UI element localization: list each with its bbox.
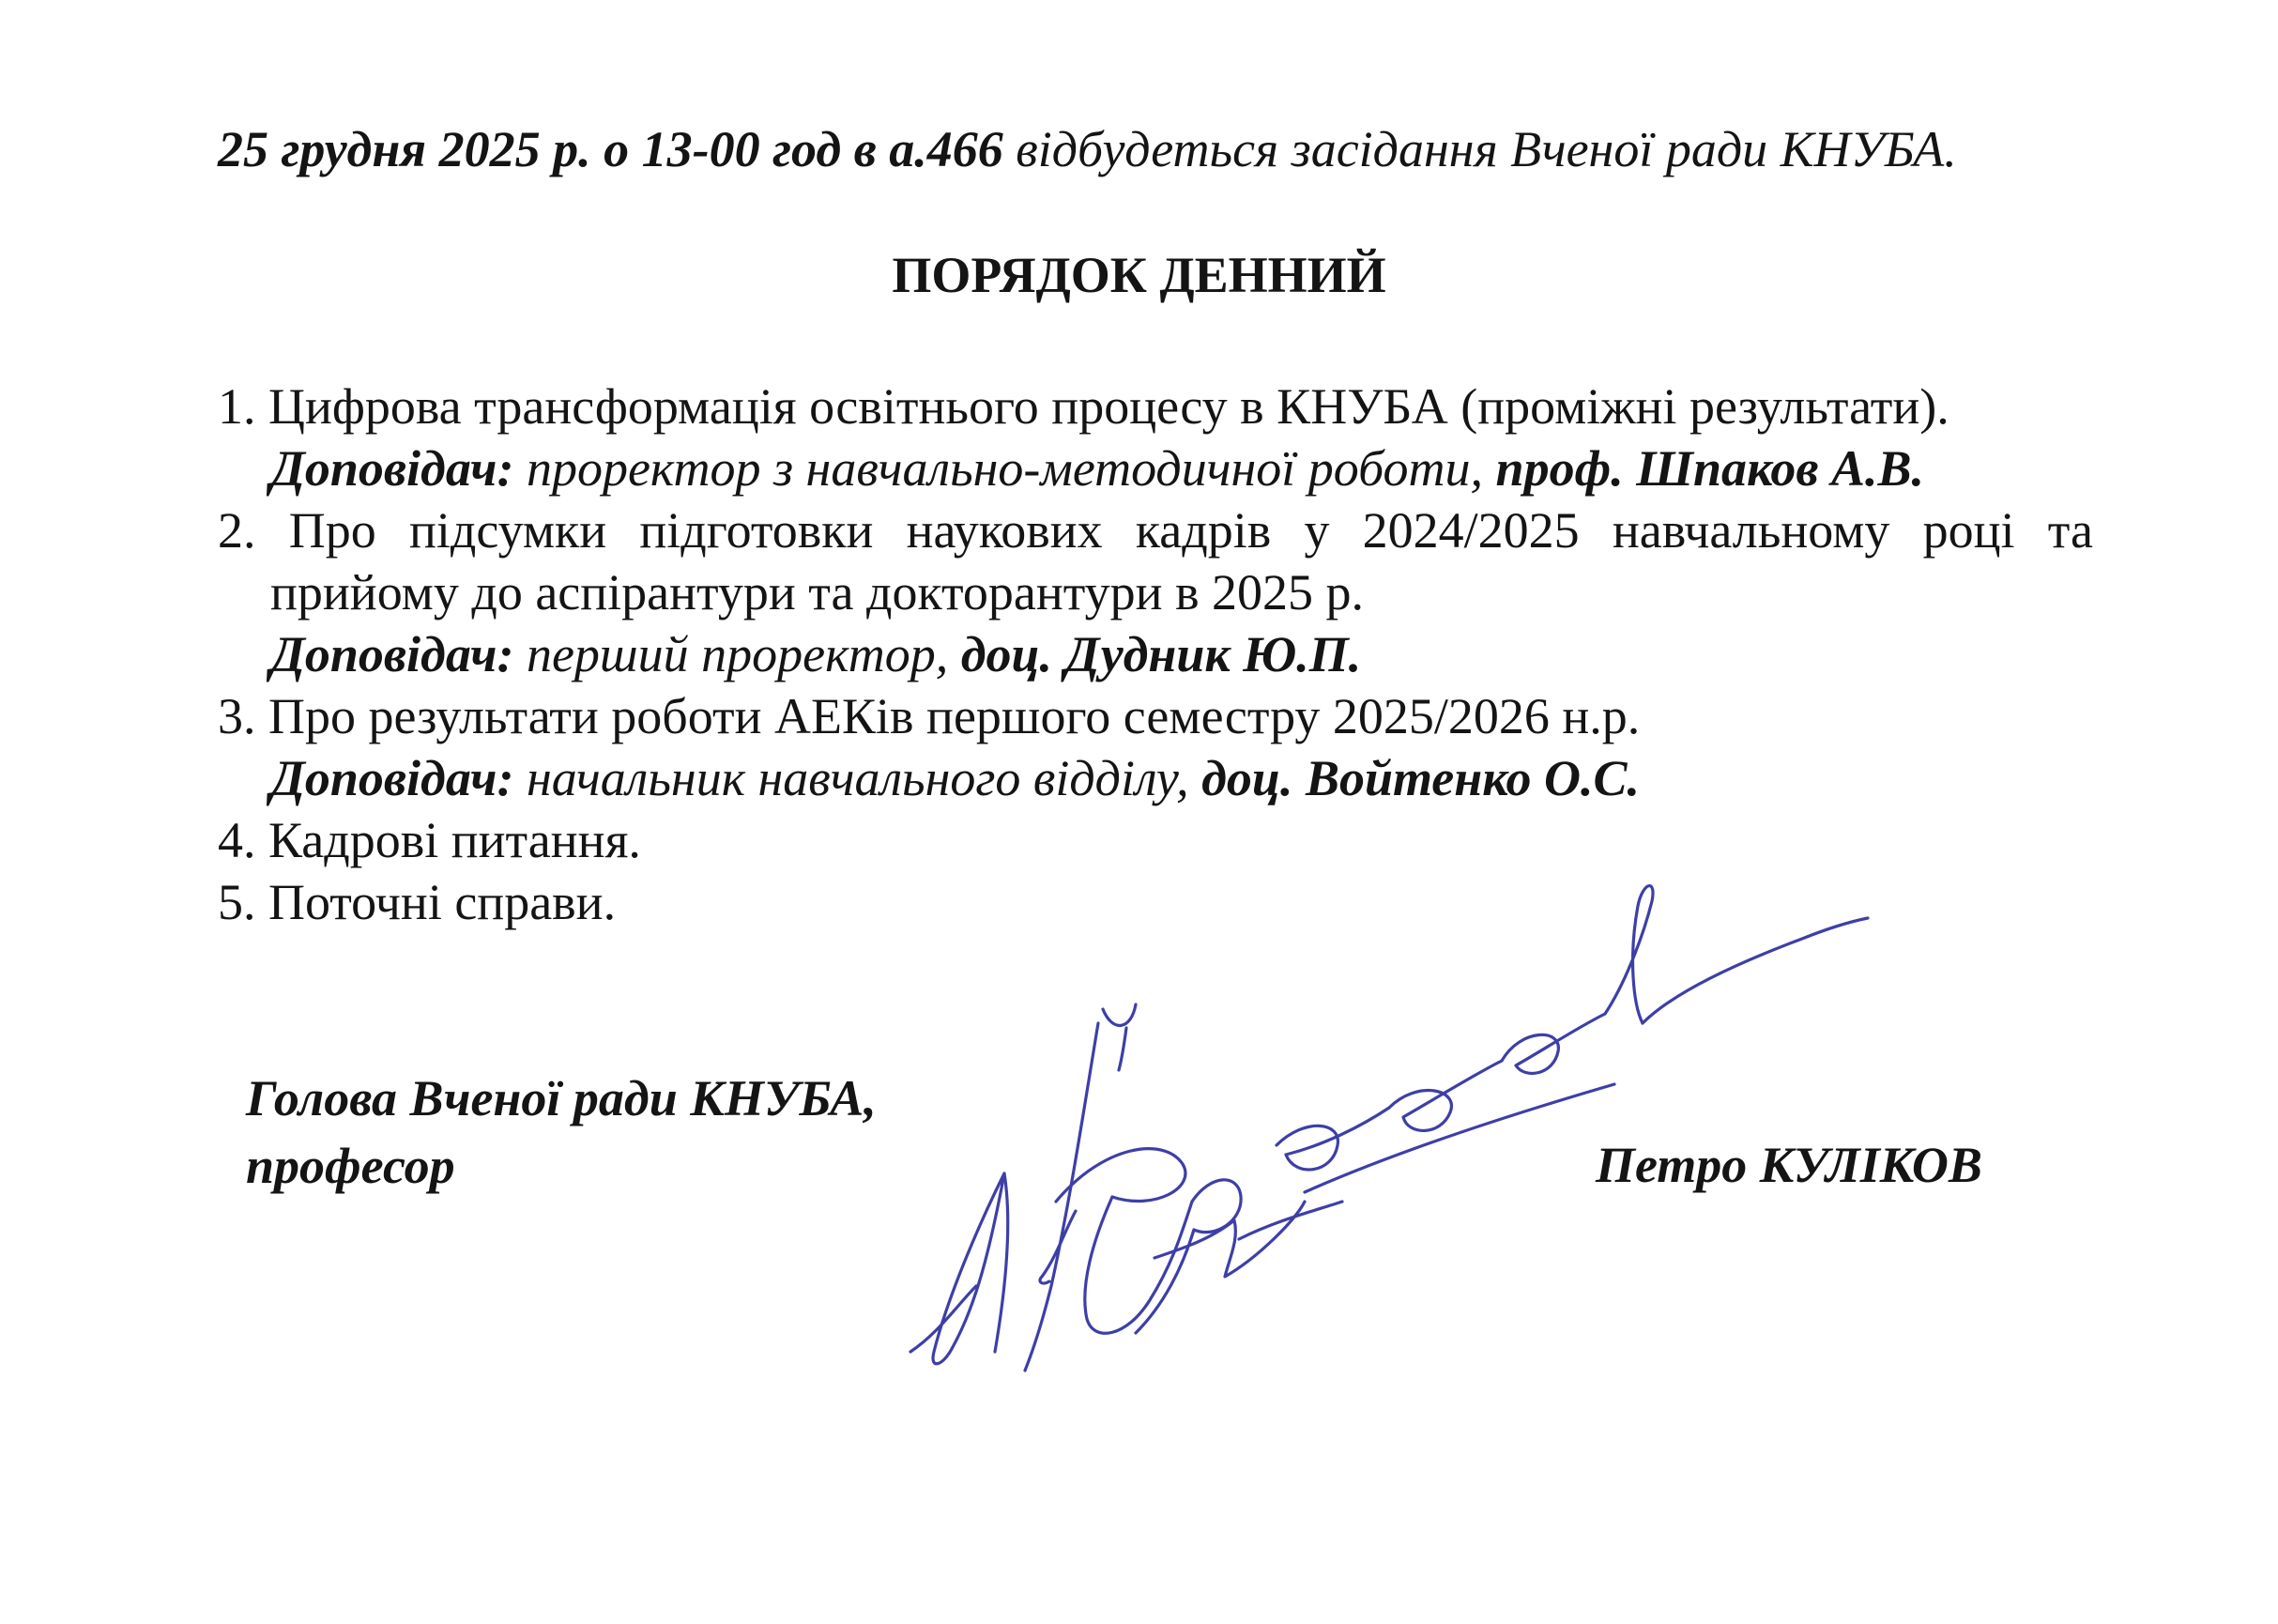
item-text-line1: Про підсумки підготовки наукових кадрів у 2024/2025 навчальному році та — [288, 502, 2094, 559]
item-speaker — [218, 437, 2093, 499]
signer-position: Голова Вченої ради КНУБА, — [246, 1070, 877, 1126]
speaker-name: проф. Шпаков А.В. — [1495, 440, 1925, 497]
speaker-name: доц. Войтенко О.С. — [1201, 750, 1641, 806]
item-text-line2: прийому до аспірантури та докторантури в 2025 р. — [270, 564, 1365, 620]
agenda-list — [218, 375, 2093, 933]
item-text: Поточні справи. — [268, 874, 617, 930]
item-text: Кадрові питання. — [268, 812, 641, 868]
signer-rank: професор — [246, 1138, 455, 1194]
meeting-announcement — [218, 116, 2095, 182]
item-number: 5. — [218, 874, 256, 930]
speaker-role: перший проректор, — [513, 626, 961, 682]
speaker-role: проректор з навчально-методичної роботи, — [513, 440, 1496, 497]
agenda-item-1 — [218, 375, 2093, 499]
item-number: 3. — [218, 688, 256, 744]
agenda-item-3 — [218, 685, 2093, 809]
item-speaker — [218, 747, 2093, 809]
agenda-item-4 — [218, 809, 2093, 871]
signer-title — [246, 1065, 877, 1200]
speaker-label: Доповідач: — [270, 440, 514, 497]
speaker-label: Доповідач: — [270, 626, 514, 682]
item-number: 4. — [218, 812, 256, 868]
speaker-label: Доповідач: — [270, 750, 514, 806]
speaker-name: доц. Дудник Ю.П. — [960, 626, 1362, 682]
agenda-title: ПОРЯДОК ДЕННИЙ — [892, 247, 1386, 303]
item-text: Цифрова трансформація освітнього процесу в КНУБА (проміжні результати). — [268, 378, 1949, 435]
item-speaker — [218, 623, 2093, 685]
signer-name: Петро КУЛІКОВ — [1596, 1137, 1982, 1193]
agenda-item-2 — [218, 499, 2093, 685]
item-number: 2. — [218, 502, 256, 559]
meeting-description: відбудеться засідання Вченої ради КНУБА. — [1002, 121, 1957, 177]
speaker-role: начальник навчального відділу, — [513, 750, 1202, 806]
item-number: 1. — [218, 378, 256, 435]
meeting-datetime-place: 25 грудня 2025 р. о 13-00 год в а.466 — [218, 121, 1003, 177]
item-text: Про результати роботи АЕКів першого семестру 2025/2026 н.р. — [268, 688, 1641, 744]
